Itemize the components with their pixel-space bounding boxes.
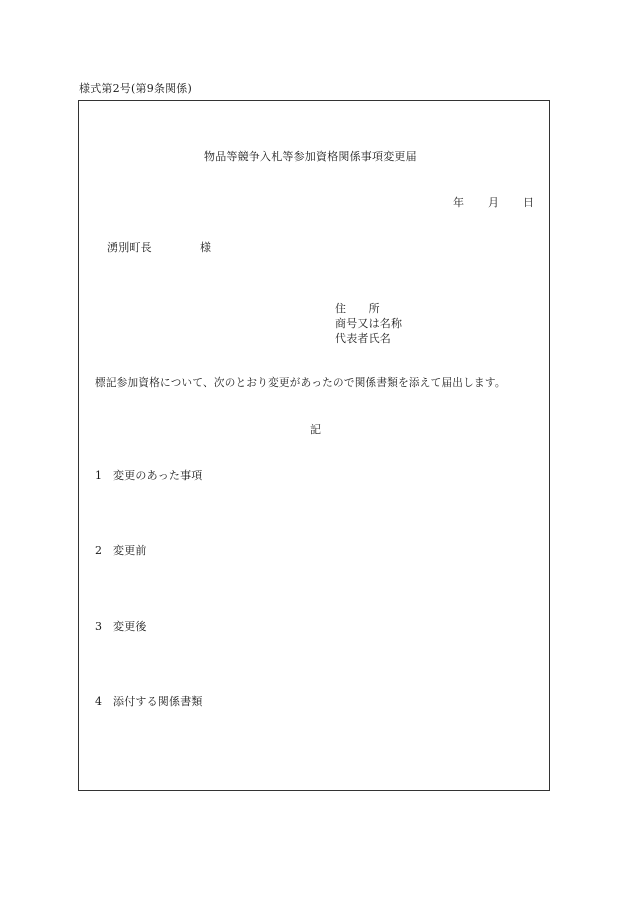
date-month: 月: [488, 196, 500, 209]
date-day: 日: [523, 196, 535, 209]
item-label: 変更のあった事項: [113, 469, 203, 482]
item-number: 1: [95, 469, 103, 482]
item-2: [95, 544, 147, 557]
addressee-honorific: 様: [200, 241, 212, 254]
ki-heading: 記: [310, 423, 322, 436]
item-number: 3: [95, 620, 103, 633]
body-text: 標記参加資格について、次のとおり変更があったので関係書類を添えて届出します。: [95, 377, 506, 389]
item-label: 変更後: [113, 620, 147, 633]
form-number-label: 様式第2号(第9条関係): [79, 82, 192, 95]
item-number: 4: [95, 695, 103, 708]
company-name-label: 商号又は名称: [335, 317, 403, 330]
item-number: 2: [95, 544, 103, 557]
item-1: [95, 469, 203, 482]
form-frame: [78, 100, 550, 791]
item-3: [95, 620, 147, 633]
item-4: [95, 695, 203, 708]
representative-label: 代表者氏名: [335, 332, 391, 345]
document-title: 物品等競争入札等参加資格関係事項変更届: [204, 150, 417, 163]
addressee-name: 湧別町長: [107, 241, 152, 254]
date-year: 年: [453, 196, 465, 209]
address-label: 住 所: [335, 302, 380, 315]
item-label: 添付する関係書類: [113, 695, 203, 708]
item-label: 変更前: [113, 544, 147, 557]
